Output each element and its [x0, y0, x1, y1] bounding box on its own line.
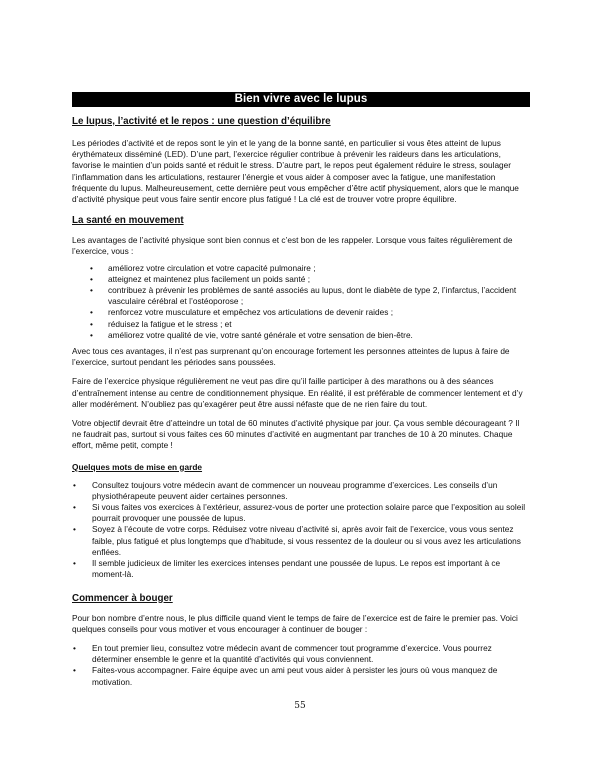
bullet-icon: • — [73, 524, 76, 535]
list-item-text: contribuez à prévenir les problèmes de santé associés au lupus, dont le diabète de type 2, l’infarctus, l’accident vasculaire cérébral et l’ostéoporose ; — [108, 285, 517, 307]
section-intro: Pour bon nombre d’entre nous, le plus difficile quand vient le temps de faire de l’exercice est de faire le premier pas. Voici quelques conseils pour vous motiver et vous encourager à continuer de bouger : — [72, 612, 518, 634]
list-item-text: En tout premier lieu, consultez votre médecin avant de commencer tout programme d’exercice. Vous pourrez déterminer ensemble le genre et la quantité d’activités qui vous conviennent. — [92, 642, 492, 665]
section-paragraph: Avec tous ces avantages, il n’est pas surprenant qu’on encourage fortement les personnes atteintes de lupus à faire de l’exercice, surtout pendant les périodes sans poussées. — [72, 346, 510, 368]
section-intro: Les avantages de l’activité physique sont bien connus et c’est bon de les rappeler. Lorsque vous faites régulièrement de l’exercice, vous : — [72, 235, 513, 257]
list-item — [72, 665, 530, 687]
list-item — [72, 263, 530, 274]
list-item — [72, 330, 530, 341]
bullet-icon: • — [73, 665, 76, 676]
bullet-icon: • — [90, 262, 93, 273]
bullet-icon: • — [73, 479, 76, 490]
section-paragraph: Votre objectif devrait être d’atteindre un total de 60 minutes d’activité physique par jour. Ça vous semble décourageant ? Il ne faudrait pas, surtout si vous faites ces 60 minutes d’activité en augmentant par tranches de 10 à 20 minutes. Chaque effort, même petit, compte ! — [72, 418, 520, 451]
list-item-text: Soyez à l’écoute de votre corps. Réduisez votre niveau d’activité si, après avoir fait de l’exercice, vous vous sentez faible, plus fatigué et plus longtemps que d’habitude, si vous ressentez de la douleur ou si vous avez les articulations enflées. — [92, 524, 521, 557]
section-heading-health-movement: La santé en mouvement — [72, 215, 184, 227]
list-item — [72, 480, 530, 502]
page-number: 55 — [294, 701, 306, 711]
list-item — [72, 274, 530, 285]
section-heading-lupus-balance: Le lupus, l’activité et le repos : une question d’équilibre — [72, 116, 331, 127]
bullet-icon: • — [73, 642, 76, 653]
section-heading-warnings: Quelques mots de mise en garde — [72, 461, 203, 472]
list-item-text: améliorez votre circulation et votre capacité pulmonaire ; — [108, 262, 316, 273]
list-item — [72, 319, 530, 330]
list-item-text: améliorez votre qualité de vie, votre santé générale et votre sensation de bien-être. — [108, 329, 413, 340]
bullet-icon: • — [90, 329, 93, 340]
list-item — [72, 558, 530, 580]
bullet-icon: • — [90, 307, 93, 318]
list-item-text: réduisez la fatigue et le stress ; et — [108, 318, 232, 329]
page-banner: Bien vivre avec le lupus — [72, 92, 530, 107]
benefits-list — [72, 263, 530, 341]
warnings-list — [72, 480, 530, 581]
list-item-text: renforcez votre musculature et empêchez vos articulations de devenir raides ; — [108, 307, 393, 318]
section-paragraph: Les périodes d’activité et de repos sont le yin et le yang de la bonne santé, en particulier si vous êtes atteint de lupus érythémateux disséminé (LED). D’une part, l’exercice régulier contribue à prévenir les raideurs dans les articulations, favorise le maintien d’un poids santé et réduit le stress. D’autre part, le repos peut également réduire le stress, soulager l’inflammation dans les articulations, restaurer l’énergie et vous aider à composer avec la fatigue, une manifestation fréquente du lupus. Malheureusement, cette dernière peut vous empêcher d’être actif physiquement, alors que le manque d’activité physique peut vous faire sentir encore plus fatigué ! La clé est de trouver votre propre équilibre. — [72, 138, 519, 205]
list-item — [72, 643, 530, 665]
list-item-text: Consultez toujours votre médecin avant de commencer un nouveau programme d’exercices. Les conseils d’un physiothérapeute peuvent aider certaines personnes. — [92, 479, 498, 501]
page-content — [72, 92, 530, 688]
list-item-text: atteignez et maintenez plus facilement un poids santé ; — [108, 273, 311, 284]
bullet-icon: • — [90, 285, 93, 296]
bullet-icon: • — [90, 273, 93, 284]
list-item — [72, 307, 530, 318]
section-paragraph: Faire de l’exercice physique régulièrement ne veut pas dire qu’il faille participer à des marathons ou à des séances d’entraînement intense au centre de conditionnement physique. En réalité, il est préférable de commencer lentement et d’y aller modérément. N’oubliez pas qu’exagérer peut être aussi néfaste que de ne rien faire du tout. — [72, 376, 523, 409]
list-item — [72, 285, 530, 307]
list-item — [72, 502, 530, 524]
list-item-text: Si vous faites vos exercices à l’extérieur, assurez-vous de porter une protection solaire parce que l’exposition au soleil pourrait provoquer une poussée de lupus. — [92, 502, 526, 524]
list-item-text: Il semble judicieux de limiter les exercices intenses pendant une poussée de lupus. Le repos est important à ce moment-là. — [92, 558, 501, 580]
list-item — [72, 524, 530, 558]
bullet-icon: • — [90, 318, 93, 329]
section-heading-getting-started: Commencer à bouger — [72, 592, 173, 604]
tips-list — [72, 643, 530, 688]
bullet-icon: • — [73, 558, 76, 569]
list-item-text: Faites-vous accompagner. Faire équipe avec un ami peut vous aider à persister les jours où vous manquez de motivation. — [92, 665, 498, 687]
bullet-icon: • — [73, 502, 76, 513]
